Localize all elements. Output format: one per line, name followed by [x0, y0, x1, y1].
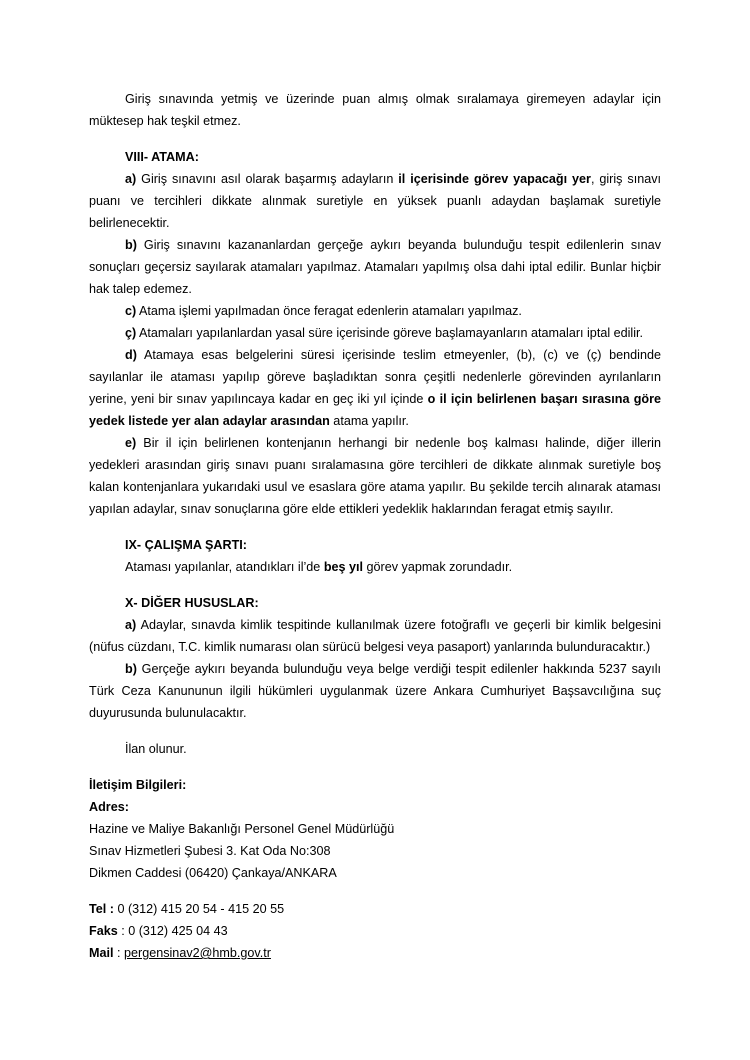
emphasis-text: beş yıl [323, 560, 364, 574]
mail-line: Mail : pergensinav2@hmb.gov.tr [89, 946, 271, 960]
phone-value: 0 (312) 415 20 54 - 415 20 55 [113, 902, 285, 916]
section-heading-atama: VIII- ATAMA: [125, 150, 199, 164]
atama-item-e: e) Bir il için belirlenen kontenjanın herhangi bir nedenle boş kalması halinde, diğer illerin yedekleri arasından giriş sınavı puanı sıralamasına göre tercihleri de dikkate alınmak suretiyle boş kalan kontenjanlara yukarıdaki usul ve esaslara göre atama yapılır. Bu şekilde tercih alınarak ataması yapılan adaylar, sınav sonuçlarına göre elde ettikleri yedeklik haklarından feragat etmiş sayılır. [89, 436, 661, 516]
emphasis-text: il içerisinde görev yapacağı yer [398, 172, 591, 186]
document-page [89, 88, 661, 964]
emphasis-text: o il için belirlenen başarı sırasına göre yedek listede yer alan adaylar arasından [89, 392, 662, 428]
item-marker: e) [125, 436, 137, 450]
address-line: Sınav Hizmetleri Şubesi 3. Kat Oda No:308 [89, 844, 331, 858]
address-line: Dikmen Caddesi (06420) Çankaya/ANKARA [89, 866, 337, 880]
atama-item-a: a) Giriş sınavını asıl olarak başarmış adayların il içerisinde görev yapacağı yer, giriş sınavı puanı ve tercihleri dikkate alınmak suretiyle en yüksek puanlı adaydan başlamak suretiyle belirlenecektir. [89, 172, 662, 230]
atama-item-d: d) Atamaya esas belgelerini süresi içerisinde teslim etmeyenler, (b), (c) ve (ç) bendinde sayılanlar ile ataması yapılıp göreve başladıktan sonra çeşitli nedenlerle görevinden ayrılanların yerine, yeni bir sınav yapılıncaya kadar en geç iki yıl içinde o il için belirlenen başarı sırasına göre yedek listede yer alan adaylar arasından atama yapılır. [89, 348, 662, 428]
section-heading-calisma: IX- ÇALIŞMA ŞARTI: [125, 538, 247, 552]
fax-line [89, 920, 661, 942]
atama-item-b: b) Giriş sınavını kazananlardan gerçeğe aykırı beyanda bulunduğu tespit edilenlerin sınav sonuçları geçersiz sayılarak atamaları yapılmaz. Atamaları yapılmış olsa dahi iptal edilir. Bunlar hiçbir hak talep edemez. [89, 238, 661, 296]
phone-line [89, 898, 661, 920]
item-marker: b) [125, 238, 137, 252]
calisma-paragraph: Ataması yapılanlar, atandıkları il’de beş yıl görev yapmak zorundadır. [125, 560, 513, 574]
item-marker: ç) [125, 326, 137, 340]
ilan-text: İlan olunur. [125, 742, 187, 756]
contact-heading: İletişim Bilgileri: [89, 778, 187, 792]
email-link[interactable]: pergensinav2@hmb.gov.tr [124, 946, 271, 960]
item-marker: b) [125, 662, 137, 676]
fax-label: Faks [89, 924, 118, 938]
item-marker: c) [125, 304, 137, 318]
intro-paragraph: Giriş sınavında yetmiş ve üzerinde puan almış olmak sıralamaya giremeyen adaylar için müktesep hak teşkil etmez. [89, 92, 661, 128]
address-label: Adres: [89, 800, 129, 814]
diger-item-b: b) Gerçeğe aykırı beyanda bulunduğu veya belge verdiği tespit edilenler hakkında 5237 sayılı Türk Ceza Kanununun ilgili hükümleri uygulanmak üzere Ankara Cumhuriyet Başsavcılığına suç duyurusunda bulunulacaktır. [89, 662, 661, 720]
item-marker: a) [125, 618, 137, 632]
atama-item-c: c) Atama işlemi yapılmadan önce feragat edenlerin atamaları yapılmaz. [125, 304, 522, 318]
address-line: Hazine ve Maliye Bakanlığı Personel Genel Müdürlüğü [89, 822, 395, 836]
section-heading-diger: X- DİĞER HUSUSLAR: [125, 596, 259, 610]
contact-block [89, 774, 661, 964]
fax-value: : 0 (312) 425 04 43 [117, 924, 228, 938]
phone-label: Tel : [89, 902, 114, 916]
diger-item-a: a) Adaylar, sınavda kimlik tespitinde kullanılmak üzere fotoğraflı ve geçerli bir kimlik belgesini (nüfus cüzdanı, T.C. kimlik numarası olan sürücü belgesi veya pasaport) yanlarında bulunduracaktır.) [89, 618, 661, 654]
item-marker: d) [125, 348, 137, 362]
atama-item-cc: ç) Atamaları yapılanlardan yasal süre içerisinde göreve başlamayanların atamaları iptal edilir. [125, 326, 644, 340]
item-marker: a) [125, 172, 137, 186]
mail-label: Mail [89, 946, 114, 960]
